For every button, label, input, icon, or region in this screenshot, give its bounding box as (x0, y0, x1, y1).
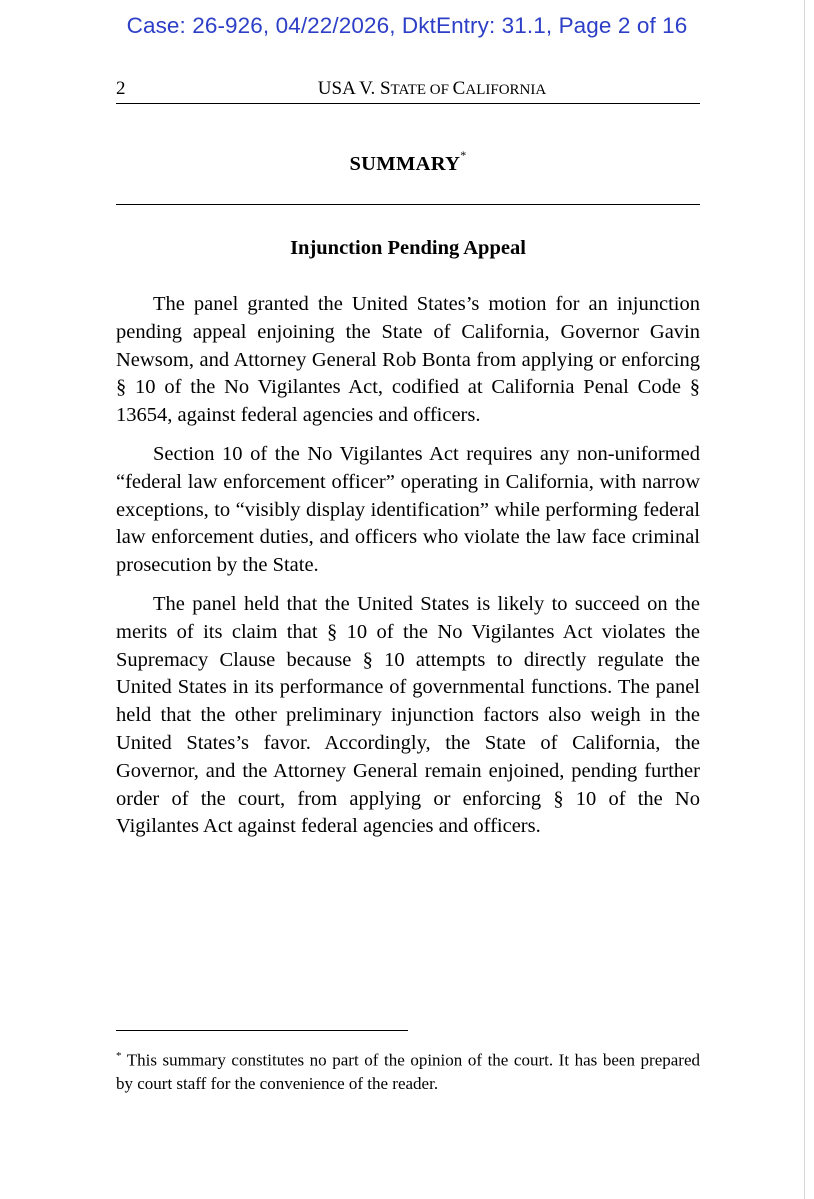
running-title-part: TATE OF (390, 82, 453, 98)
summary-divider (116, 204, 700, 205)
footnote-text: This summary constitutes no part of the opinion of the court. It has been prepared by court staff for the convenience of the reader. (116, 1050, 700, 1093)
summary-title (116, 148, 700, 176)
running-title-part: . S (370, 78, 391, 99)
running-title-part: ALIFORNIA (465, 82, 547, 98)
running-title-part: C (452, 78, 466, 99)
running-head (116, 77, 700, 104)
paragraph-2: Section 10 of the No Vigilantes Act requires any non-uniformed “federal law enforcement officer” operating in California, with narrow exceptions, to “visibly display identification” while performing federal law enforcement duties, and officers who violate the law face criminal prosecution by the State. (116, 442, 700, 577)
footnote-marker: * (116, 1050, 122, 1062)
summary-title-text: SUMMARY (349, 152, 461, 175)
summary-body (116, 291, 700, 852)
paragraph-1: The panel granted the United States’s motion for an injunction pending appeal enjoining the State of California, Governor Gavin Newsom, and Attorney General Rob Bonta from applying or enforcing § 10 of the No Vigilantes Act, codified at California Penal Code § 13654, against federal agencies and officers. (116, 293, 700, 427)
running-title-part: V (359, 78, 371, 99)
footnote (116, 1045, 700, 1095)
paragraph-3: The panel held that the United States is likely to succeed on the merits of its claim that § 10 of the No Vigilantes Act violates the Supremacy Clause because § 10 attempts to directly regulate the United States in its performance of governmental functions. The panel held that the other preliminary injunction factors also weigh in the United States’s favor. Accordingly, the State of California, the Governor, and the Attorney General remain enjoined, pending further order of the court, from applying or enforcing § 10 of the No Vigilantes Act against federal agencies and officers. (116, 592, 700, 838)
case-header: Case: 26-926, 04/22/2026, DktEntry: 31.1, Page 2 of 16 (126, 13, 688, 38)
running-title-part: USA (317, 78, 360, 99)
summary-footnote-marker: * (460, 148, 467, 162)
running-title (116, 78, 700, 100)
section-heading: Injunction Pending Appeal (290, 237, 526, 259)
footnote-divider (116, 1030, 408, 1031)
page-number: 2 (116, 78, 126, 99)
